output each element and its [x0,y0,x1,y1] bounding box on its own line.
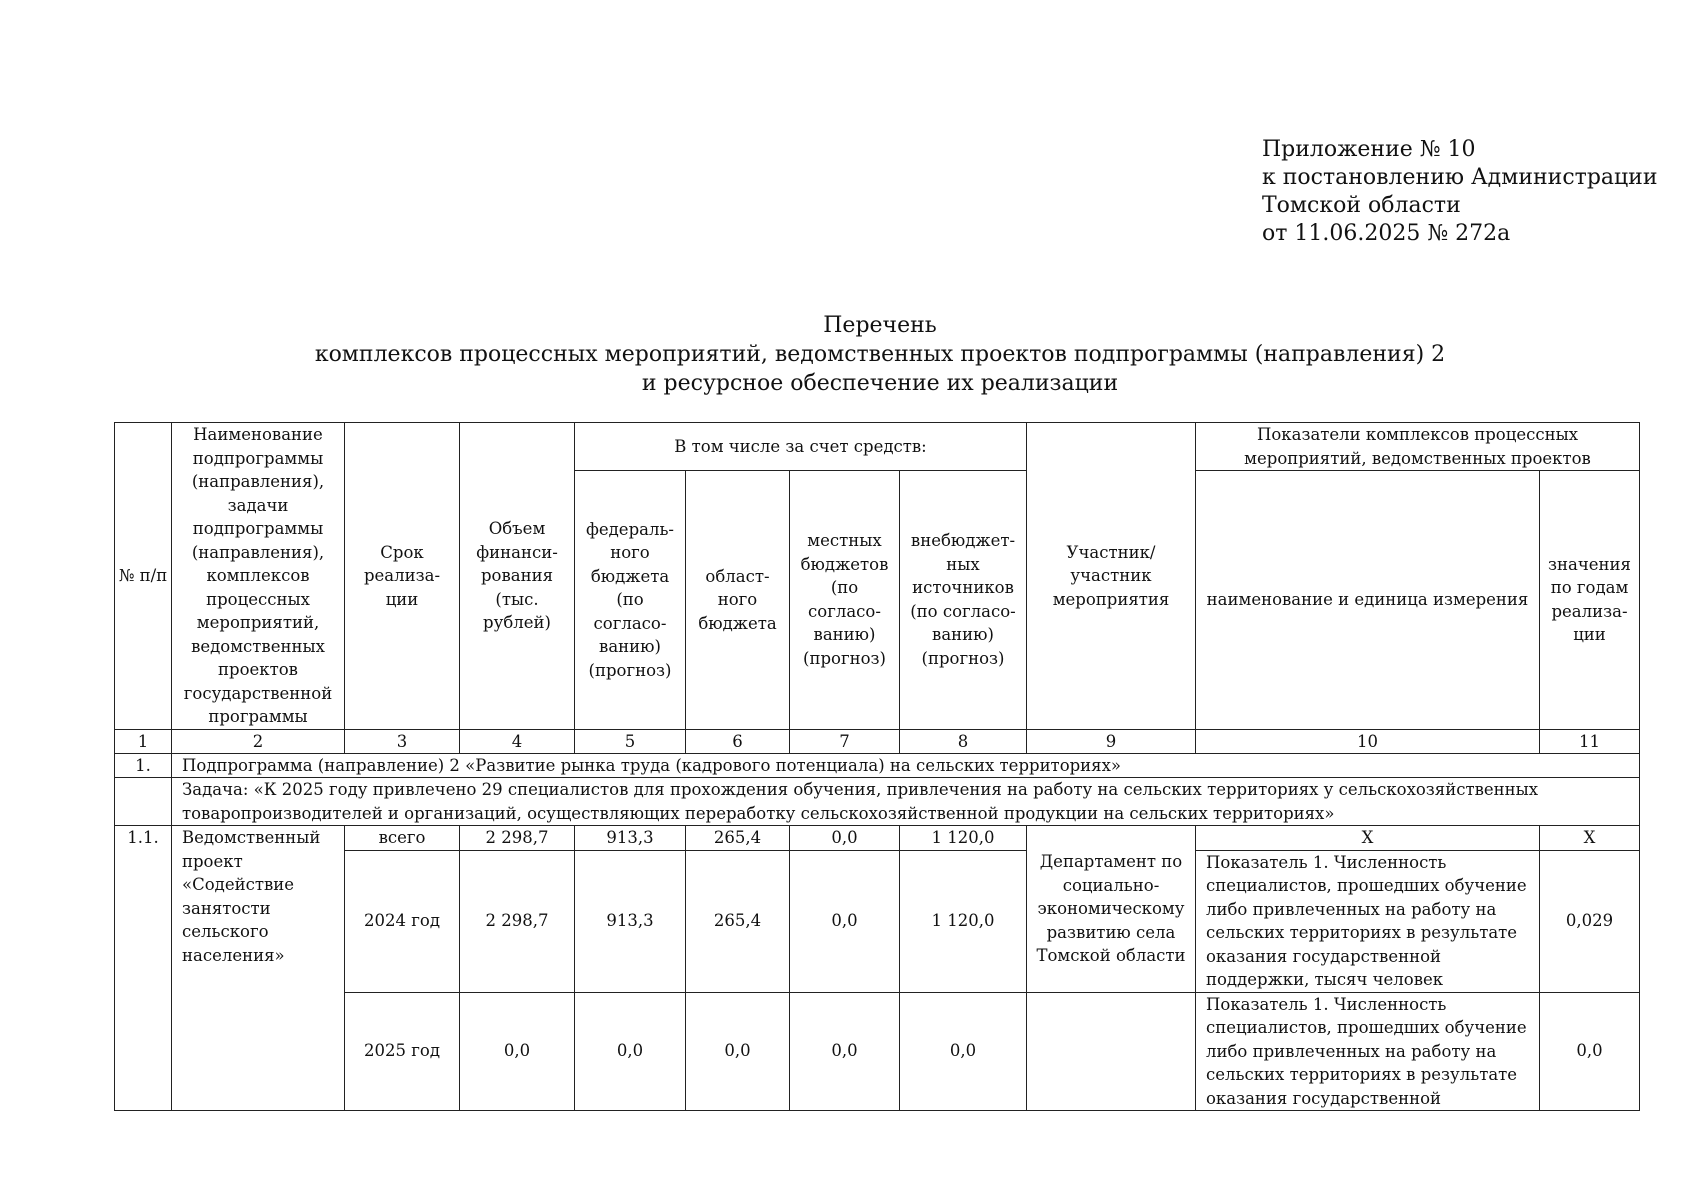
subprogram-row [115,753,1640,778]
column-number: 4 [460,729,575,753]
column-number: 8 [900,729,1027,753]
document-title [0,311,1698,398]
regional-cell: 265,4 [686,850,790,992]
federal-cell: 913,3 [575,826,686,851]
project-participant: Департамент по социально-экономическому развитию села Томской области [1027,826,1196,993]
local-cell: 0,0 [790,826,900,851]
header-federal: федераль-ного бюджета (по согласо-ванию) (прогноз) [575,471,686,729]
subprogram-text: Подпрограмма (направление) 2 «Развитие рынка труда (кадрового потенциала) на сельских территориях» [172,753,1640,778]
attachment-line-3: Томской области [1262,193,1461,218]
column-number: 7 [790,729,900,753]
indicator-value-cell: 0,029 [1540,850,1640,992]
regional-cell: 265,4 [686,826,790,851]
extra-cell: 1 120,0 [900,826,1027,851]
header-indicators-group: Показатели комплексов процессных мероприятий, ведомственных проектов [1196,423,1640,471]
header-regional: област-ного бюджета [686,471,790,729]
title-line-2: комплексов процессных мероприятий, ведомственных проектов подпрограммы (направления) 2 [314,342,1446,367]
project-name: Ведомственный проект «Содействие занятости сельского населения» [172,826,345,1111]
header-name: Наименование подпрограммы (направления), задачи подпрограммы (направления), комплексов процессных мероприятий, ведомственных проектов государственной программы [172,423,345,730]
header-volume: Объем финанси-рования (тыс. рублей) [460,423,575,730]
regional-cell: 0,0 [686,992,790,1110]
indicator-value-cell: 0,0 [1540,992,1640,1110]
header-indicator-values: значения по годам реализа-ции [1540,471,1640,729]
volume-cell: 0,0 [460,992,575,1110]
task-text: Задача: «К 2025 году привлечено 29 специалистов для прохождения обучения, привлечения на работу на сельских территориях у сельскохозяйственных товаропроизводителей и организаций, осуществляющих переработку сельскохозяйственной продукции на сельских территориях» [172,778,1640,826]
column-number: 10 [1196,729,1540,753]
column-number: 9 [1027,729,1196,753]
project-num: 1.1. [115,826,172,1111]
column-number: 1 [115,729,172,753]
indicator-cell: Показатель 1. Численность специалистов, прошедших обучение либо привлеченных на работу на сельских территориях в результате оказания государственной поддержки, тысяч человек [1196,850,1540,992]
local-cell: 0,0 [790,850,900,992]
column-number: 5 [575,729,686,753]
indicator-cell [1196,992,1540,1110]
indicator-text: Показатель 1. Численность специалистов, прошедших обучение либо привлеченных на работу на сельских территориях в результате оказания государственной [1206,994,1527,1108]
column-number: 11 [1540,729,1640,753]
extra-cell: 1 120,0 [900,850,1027,992]
term-cell: 2024 год [345,850,460,992]
local-cell: 0,0 [790,992,900,1110]
attachment-block [1262,136,1658,248]
attachment-line-2: к постановлению Администрации [1262,165,1658,190]
header-num: № п/п [115,423,172,730]
volume-cell: 2 298,7 [460,850,575,992]
task-row [115,778,1640,826]
header-sources-group: В том числе за счет средств: [575,423,1027,471]
header-indicator-name: наименование и единица измерения [1196,471,1540,729]
federal-cell: 0,0 [575,992,686,1110]
federal-cell: 913,3 [575,850,686,992]
title-line-3: и ресурсное обеспечение их реализации [641,371,1119,396]
extra-cell: 0,0 [900,992,1027,1110]
column-number: 3 [345,729,460,753]
header-local: местных бюджетов (по согласо-ванию) (прогноз) [790,471,900,729]
header-participant: Участник/ участник мероприятия [1027,423,1196,730]
measures-table [114,422,1640,1111]
participant-empty-cell [1027,992,1196,1110]
attachment-line-4: от 11.06.2025 № 272а [1262,221,1511,246]
column-number-row [115,729,1640,753]
attachment-line-1: Приложение № 10 [1262,137,1476,162]
project-row-total [115,826,1640,851]
title-line-1: Перечень [823,313,937,338]
volume-cell: 2 298,7 [460,826,575,851]
term-cell: 2025 год [345,992,460,1110]
column-number: 2 [172,729,345,753]
indicator-cell: Х [1196,826,1540,851]
subprogram-num: 1. [115,753,172,778]
task-num-empty [115,778,172,826]
column-number: 6 [686,729,790,753]
header-term: Срок реализа-ции [345,423,460,730]
header-extra: внебюджет-ных источников (по согласо-ванию) (прогноз) [900,471,1027,729]
indicator-value-cell: Х [1540,826,1640,851]
term-cell: всего [345,826,460,851]
